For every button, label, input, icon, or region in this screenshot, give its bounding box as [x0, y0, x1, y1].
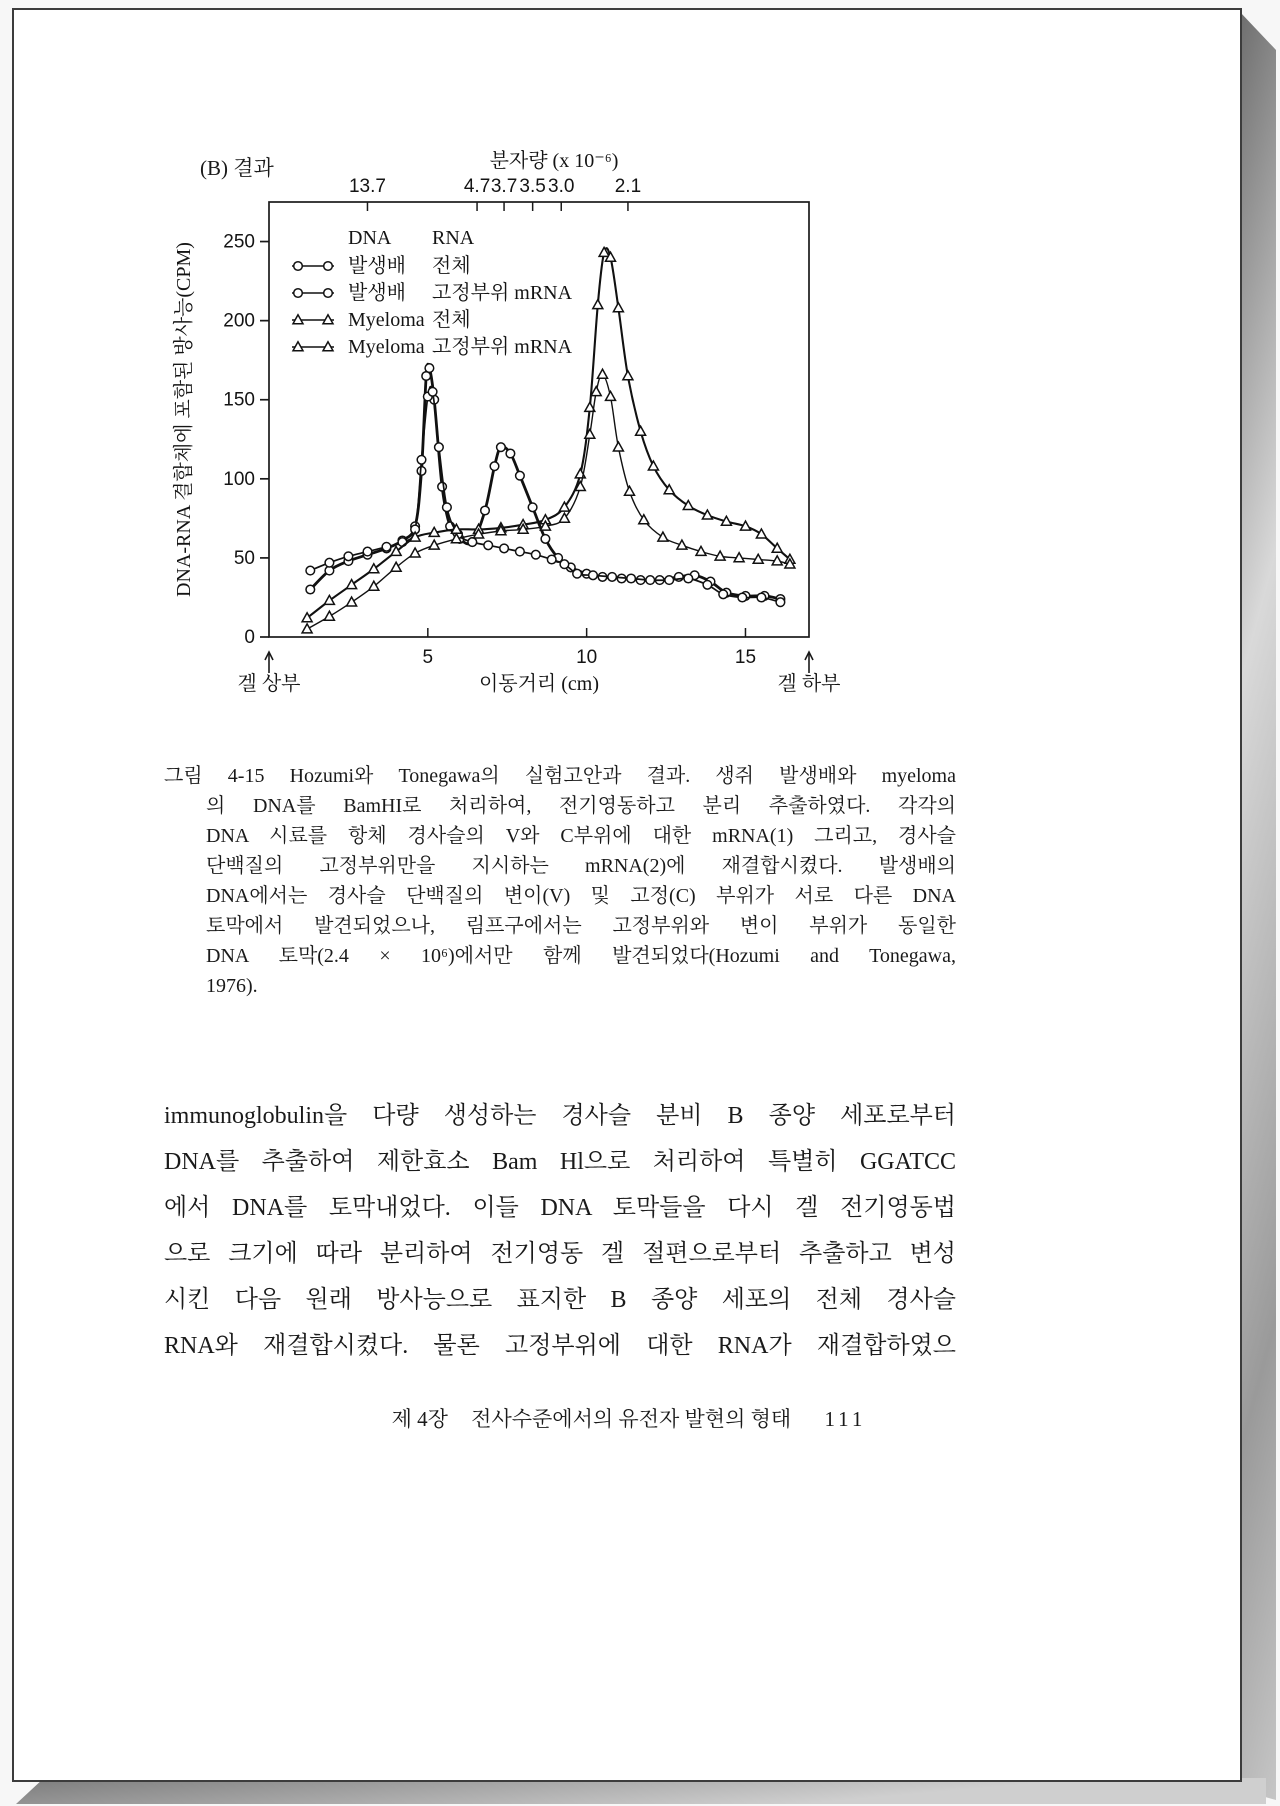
chapter-label: 제 4장 — [391, 1407, 448, 1431]
mw-tick-label: 4.7 — [463, 176, 491, 197]
body-line: RNA와 재결합시켰다. 물론 고정부위에 대한 RNA가 재결합하였으 — [164, 1333, 956, 1359]
page-content — [14, 10, 1240, 1780]
body-line: DNA를 추출하여 제한효소 Bam Hl으로 처리하여 특별히 GGATCC — [164, 1149, 956, 1175]
caption-line: 의 DNA를 BamHI로 처리하여, 전기영동하고 분리 추출하였다. 각각의 — [206, 795, 956, 817]
y-tick-label: 100 — [223, 468, 255, 490]
y-tick-label: 250 — [223, 231, 255, 253]
legend-entry — [292, 315, 334, 324]
caption-line: DNA 시료를 항체 경사슬의 V와 C부위에 대한 mRNA(1) 그리고, 경사슬 — [206, 825, 956, 847]
body-line: 으로 크기에 따라 분리하여 전기영동 겔 절편으로부터 추출하고 변성 — [164, 1241, 956, 1267]
mw-tick-label: 3.5 — [519, 176, 546, 197]
legend-dna-label: Myeloma — [348, 309, 425, 331]
footer-title: 전사수준에서의 유전자 발현의 형태 — [471, 1407, 792, 1431]
body-line: 에서 DNA를 토막내었다. 이들 DNA 토막들을 다시 겔 전기영동법 — [164, 1195, 956, 1221]
legend-rna-label: 고정부위 mRNA — [432, 282, 573, 304]
page-number: 111 — [824, 1407, 867, 1431]
gel-bottom-arrow-icon — [805, 652, 813, 673]
gel-top-arrow-icon — [265, 652, 273, 673]
x-tick-label: 15 — [734, 647, 757, 668]
legend-col-dna: DNA — [348, 227, 392, 249]
mw-tick-label: 13.7 — [348, 176, 386, 197]
gel-bottom-label: 겔 하부 — [777, 673, 841, 695]
x-tick-label: 10 — [576, 647, 598, 668]
series-embryo-whole — [306, 364, 785, 604]
body-line: immunoglobulin을 다량 생성하는 경사슬 분비 B 종양 세포로부터 — [164, 1103, 956, 1129]
top-axis-title: 분자량 (x 10⁻⁶) — [489, 150, 619, 172]
caption-line: DNA에서는 경사슬 단백질의 변이(V) 및 고정(C) 부위가 서로 다른 DNA — [206, 885, 956, 907]
legend-dna-label: 발생배 — [348, 282, 406, 304]
body-text — [164, 1093, 956, 1369]
legend-col-rna: RNA — [432, 227, 475, 249]
y-tick-label: 150 — [223, 389, 255, 411]
legend-dna-label: Myeloma — [348, 336, 425, 358]
book-page — [12, 8, 1242, 1782]
y-tick-label: 0 — [244, 627, 255, 648]
legend-rna-label: 고정부위 mRNA — [432, 336, 573, 358]
chart-legend — [292, 227, 573, 358]
caption-line: 1976). — [206, 975, 258, 997]
x-axis-title: 이동거리 (cm) — [478, 673, 600, 695]
legend-dna-label: 발생배 — [348, 255, 406, 277]
y-tick-label: 200 — [223, 310, 255, 332]
figure-4-15 — [164, 150, 924, 707]
book-page-edge-right — [1240, 12, 1276, 1800]
mw-tick-label: 2.1 — [614, 176, 642, 197]
figure-part-label: (B) 결과 — [200, 156, 274, 180]
legend-entry — [292, 289, 334, 298]
x-tick-label: 5 — [422, 647, 434, 668]
y-tick-label: 50 — [233, 547, 255, 569]
mw-tick-label: 3.0 — [548, 176, 575, 197]
legend-entry — [292, 342, 334, 351]
caption-line: DNA 토막(2.4 × 10⁶)에서만 함께 발견되었다(Hozumi and Tonegawa, — [206, 945, 956, 967]
legend-rna-label: 전체 — [432, 255, 471, 277]
legend-rna-label: 전체 — [432, 309, 471, 331]
caption-line: 단백질의 고정부위만을 지시하는 mRNA(2)에 재결합시켰다. 발생배의 — [206, 855, 956, 877]
page-footer — [164, 1403, 1094, 1433]
y-axis-title: DNA-RNA 결합체에 포함된 방사능(CPM) — [173, 242, 195, 597]
mw-tick-label: 3.7 — [490, 176, 518, 197]
gel-top-label: 겔 상부 — [237, 673, 301, 695]
chart-axes — [260, 202, 809, 637]
caption-line: 그림 4-15 Hozumi와 Tonegawa의 실험고안과 결과. 생쥐 발생배와 myeloma — [164, 765, 956, 787]
figure-caption — [164, 761, 956, 1001]
hybridization-chart — [164, 150, 864, 702]
legend-entry — [292, 262, 334, 271]
body-line: 시킨 다음 원래 방사능으로 표지한 B 종양 세포의 전체 경사슬 — [164, 1287, 956, 1313]
caption-line: 토막에서 발견되었으나, 림프구에서는 고정부위와 변이 부위가 동일한 — [206, 915, 956, 937]
